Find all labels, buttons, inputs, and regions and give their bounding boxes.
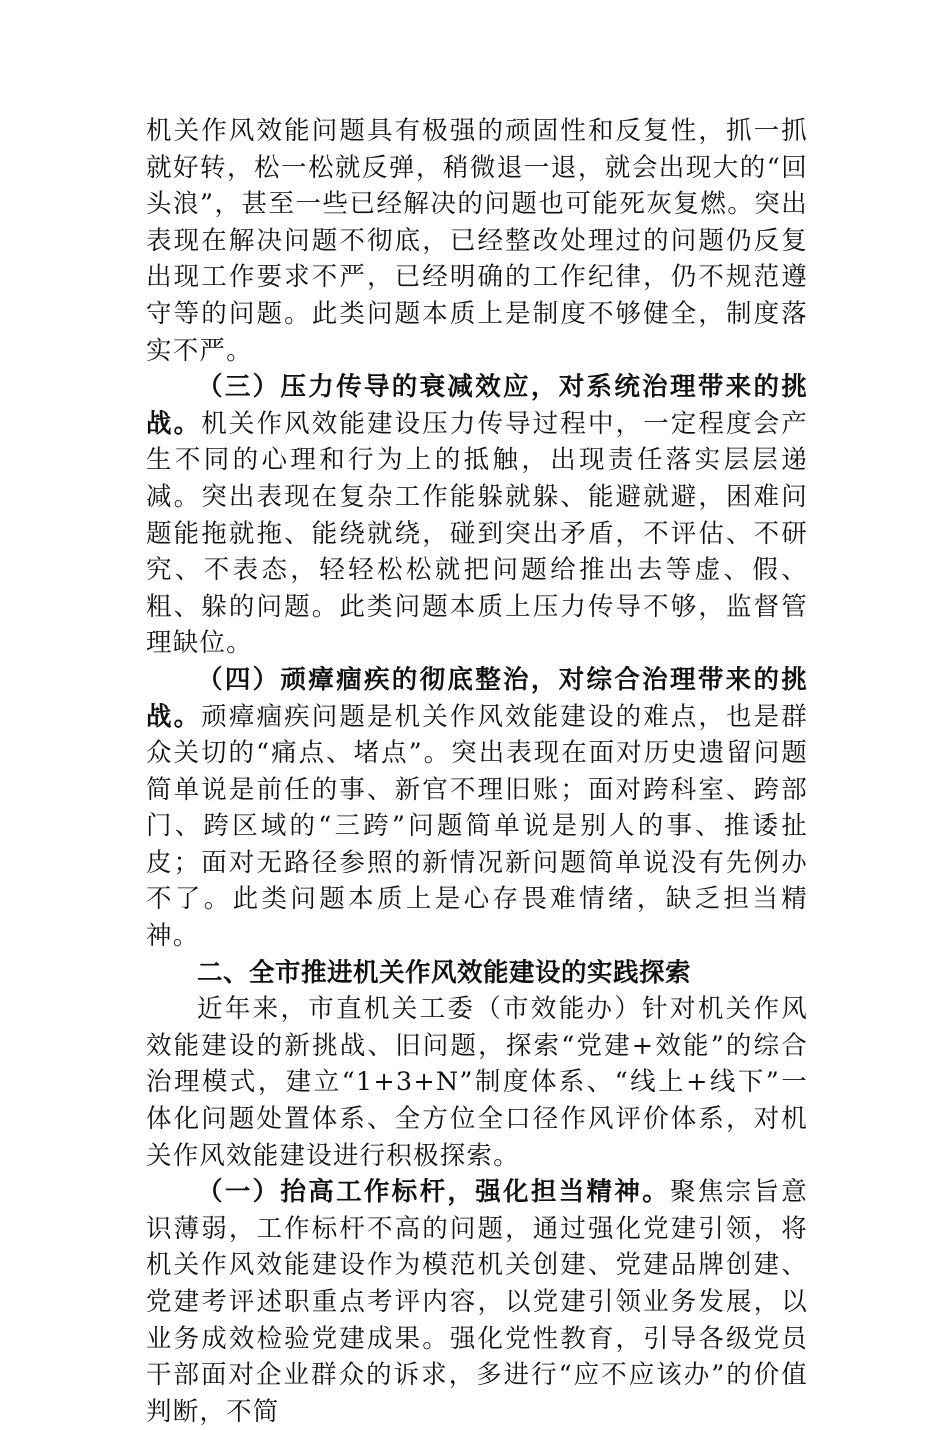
section-heading-practice-exploration: 二、全市推进机关作风效能建设的实践探索 (197, 957, 692, 988)
subheading-stubborn-problems: （四）顽瘴痼疾的彻底整治，对综合治理带来的挑战。 (146, 664, 808, 732)
paragraph-section-intro: 近年来，市直机关工委（市效能办）针对机关作风效能建设的新挑战、旧问题，探索“党建+效能”的综合治理模式，建立“1+3+N”制度体系、“线上+线下”一体化问题处置体系、全方位全口径作风评价体系，对机关作风效能建设进行积极探索。 (146, 994, 808, 1171)
paragraph-raise-standards (146, 1174, 808, 1430)
paragraph-pressure-transmission-body: 机关作风效能建设压力传导过程中，一定程度会产生不同的心理和行为上的抵触，出现责任落实层层递减。突出表现在复杂工作能躲就躲、能避就避，困难问题能拖就拖、能绕就绕，碰到突出矛盾，不评估、不研究、不表态，轻轻松松就把问题给推出去等虚、假、粗、躲的问题。此类问题本质上压力传导不够，监督管理缺位。 (146, 408, 808, 659)
subheading-raise-standards: （一）抬高工作标杆，强化担当精神。 (197, 1177, 670, 1208)
subheading-pressure-transmission: （三）压力传导的衰减效应，对系统治理带来的挑战。 (146, 372, 808, 439)
paragraph-raise-standards-body: 聚焦宗旨意识薄弱，工作标杆不高的问题，通过强化党建引领，将机关作风效能建设作为模范机关创建、党建品牌创建、党建考评述职重点考评内容，以党建引领业务发展，以业务成效检验党建成果。强化党性教育，引导各级党员干部面对企业群众的诉求，多进行“应不应该办”的价值判断，不简 (146, 1177, 808, 1427)
paragraph-stubborn-problems (146, 662, 808, 955)
paragraph-problem-recurrence: 机关作风效能问题具有极强的顽固性和反复性，抓一抓就好转，松一松就反弹，稍微退一退，就会出现大的“回头浪”，甚至一些已经解决的问题也可能死灰复燃。突出表现在解决问题不彻底，已经整改处理过的问题仍反复出现工作要求不严，已经明确的工作纪律，仍不规范遵守等的问题。此类问题本质上是制度不够健全，制度落实不严。 (146, 116, 808, 366)
document-page (146, 113, 808, 1430)
paragraph-stubborn-problems-body: 顽瘴痼疾问题是机关作风效能建设的难点，也是群众关切的“痛点、堵点”。突出表现在面对历史遗留问题简单说是前任的事、新官不理旧账；面对跨科室、跨部门、跨区域的“三跨”问题简单说是别人的事、推诿扯皮；面对无路径参照的新情况新问题简单说没有先例办不了。此类问题本质上是心存畏难情绪，缺乏担当精神。 (146, 701, 808, 952)
paragraph-pressure-transmission (146, 369, 808, 662)
